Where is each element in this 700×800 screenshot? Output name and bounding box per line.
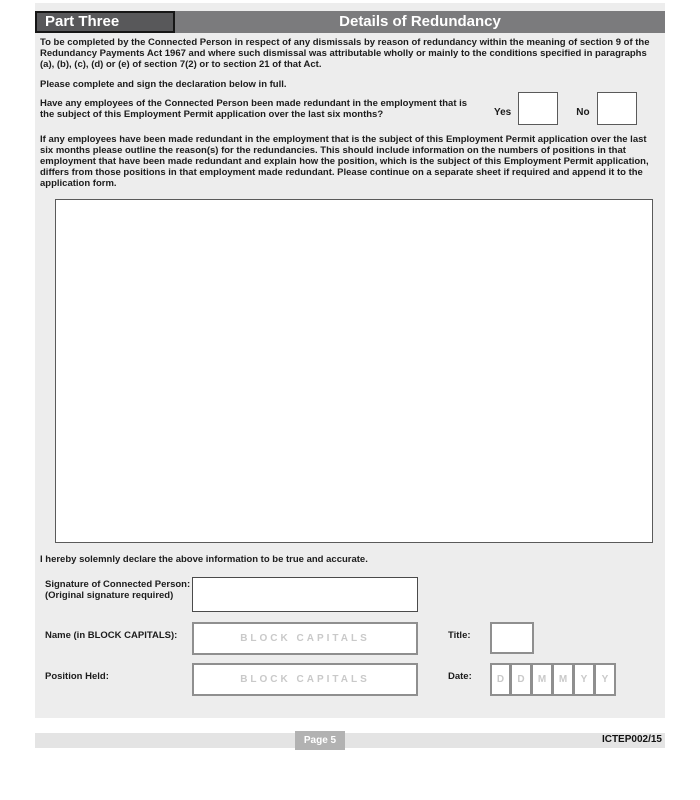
signature-note: (Original signature required): [45, 590, 174, 601]
no-label: No: [576, 107, 590, 118]
date-label: Date:: [448, 671, 472, 682]
signature-field[interactable]: [192, 577, 418, 612]
intro-paragraph: To be completed by the Connected Person in respect of any dismissals by reason of redundancy within the meaning of section 9 of the Redundancy Payments Act 1967 and where such dismissal was attributable wholly or mainly to the conditions specified in paragraphs (a), (b), (c), (d) or (e) of section 7(2) or to section 21 of that Act.: [40, 37, 650, 70]
position-label-block: [45, 663, 192, 682]
section-title: Details of Redundancy: [175, 11, 665, 33]
yes-label: Yes: [494, 107, 512, 118]
position-field[interactable]: [192, 663, 418, 696]
position-row: [45, 663, 665, 696]
position-placeholder: BLOCK CAPITALS: [240, 674, 370, 685]
name-label-block: [45, 622, 192, 641]
date-cell-month1[interactable]: M: [532, 663, 553, 696]
no-option: [558, 100, 636, 125]
signature-label: Signature of Connected Person:: [45, 579, 191, 590]
redundancy-question: Have any employees of the Connected Person been made redundant in the employment that is the subject of this Employment Permit application over the last six months?: [40, 98, 468, 120]
instruction-text: Please complete and sign the declaration below in full.: [40, 79, 287, 90]
form-content-area: [35, 3, 665, 718]
yes-checkbox[interactable]: [518, 92, 558, 125]
part-label: Part Three: [35, 11, 175, 33]
date-cell-day1[interactable]: D: [490, 663, 511, 696]
redundancy-details-textarea[interactable]: [55, 199, 653, 543]
redundancy-question-row: [40, 98, 661, 125]
name-field[interactable]: [192, 622, 418, 655]
title-field[interactable]: [490, 622, 534, 654]
date-cell-year1[interactable]: Y: [574, 663, 595, 696]
position-label: Position Held:: [45, 671, 109, 682]
footer-bar: [35, 733, 665, 748]
signature-label-block: [45, 577, 192, 601]
name-label: Name (in BLOCK CAPITALS):: [45, 630, 178, 641]
yes-option: [476, 100, 558, 125]
date-cell-day2[interactable]: D: [511, 663, 532, 696]
declaration-text: I hereby solemnly declare the above information to be true and accurate.: [40, 554, 368, 565]
title-label: Title:: [448, 630, 471, 641]
signature-row: [45, 577, 665, 612]
no-checkbox[interactable]: [597, 92, 637, 125]
name-placeholder: BLOCK CAPITALS: [240, 633, 370, 644]
section-header: [35, 11, 665, 33]
date-cell-year2[interactable]: Y: [595, 663, 616, 696]
page-number-badge: Page 5: [295, 731, 345, 750]
name-row: [45, 622, 665, 655]
details-prompt: If any employees have been made redundant in the employment that is the subject of this Employment Permit application over the last six months please outline the reason(s) for the redundancies. This should include information on the numbers of positions in that employment that have been made redundant and explain how the position, which is the subject of this Employment Permit application, differs from those positions in that employment made redundant. Please continue on a separate sheet if required and append it to the application form.: [40, 134, 649, 189]
date-field: [490, 663, 616, 696]
date-cell-month2[interactable]: M: [553, 663, 574, 696]
form-code: ICTEP002/15: [601, 734, 662, 745]
